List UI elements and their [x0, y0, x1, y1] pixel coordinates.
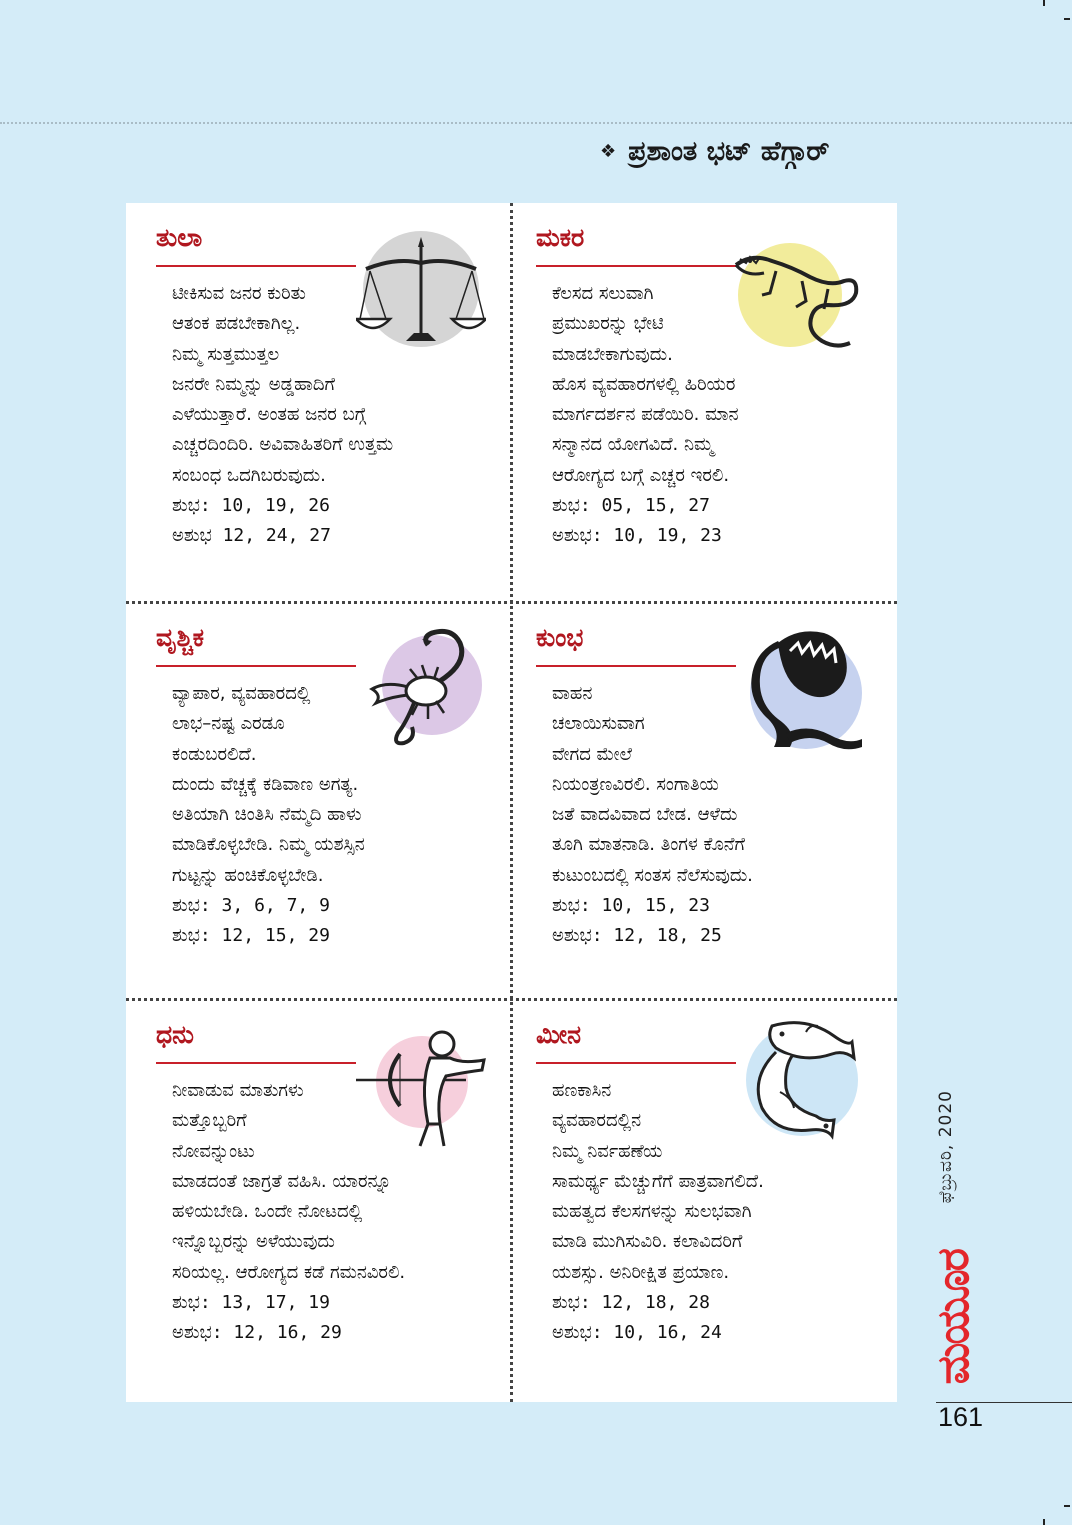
- body-line: ಆರೋಗ್ಯದ ಬಗ್ಗೆ ಎಚ್ಚರ ಇರಲಿ.: [552, 464, 730, 486]
- crop-mark-bottom-right: [1064, 1505, 1070, 1507]
- sign-card-vrishchika: [126, 603, 506, 999]
- title-underline: [156, 665, 356, 667]
- crop-mark-top: [1043, 0, 1045, 6]
- sign-body: [172, 279, 492, 552]
- body-line: ಗುಟ್ಟನ್ನು ಹಂಚಿಕೊಳ್ಳಬೇಡಿ.: [172, 864, 324, 886]
- crop-mark-right: [1064, 18, 1070, 20]
- body-line: ವ್ಯವಹಾರದಲ್ಲಿನ: [552, 1110, 642, 1132]
- body-line: ಜನರೇ ನಿಮ್ಮನ್ನು ಅಡ್ಡಹಾದಿಗೆ: [172, 373, 335, 395]
- body-line: ಯಶಸ್ಸು. ಅನಿರೀಕ್ಷಿತ ಪ್ರಯಾಣ.: [552, 1261, 730, 1283]
- sign-body: [172, 1076, 492, 1349]
- body-line: ವೇಗದ ಮೇಲೆ: [552, 743, 632, 765]
- body-line: ಲಾಭ–ನಷ್ಟ ಎರಡೂ: [172, 713, 285, 735]
- body-line: ಕೆಲಸದ ಸಲುವಾಗಿ: [552, 283, 654, 304]
- body-line: ಕುಟುಂಬದಲ್ಲಿ ಸಂತಸ ನೆಲೆಸುವುದು.: [552, 864, 753, 886]
- body-line: ನಿಯಂತ್ರಣವಿರಲಿ. ಸಂಗಾತಿಯ: [552, 773, 719, 795]
- author-byline: [600, 136, 900, 168]
- sign-body: [172, 679, 492, 952]
- body-line: ವಾಹನ: [552, 683, 593, 704]
- dotted-separator: [0, 122, 1072, 124]
- body-line: ಸಂಬಂಧ ಒದಗಿಬರುವುದು.: [172, 464, 326, 486]
- body-line: ಎಳೆಯುತ್ತಾರೆ. ಅಂತಹ ಜನರ ಬಗ್ಗೆ: [172, 404, 367, 426]
- sign-title: ಕುಂಭ: [536, 623, 584, 652]
- unlucky-numbers: ಅಶುಭ: 12, 16, 29: [172, 1322, 342, 1344]
- body-line: ಚಲಾಯಿಸುವಾಗ: [552, 713, 645, 735]
- sign-card-dhanu: [126, 1000, 506, 1396]
- page-number: 161: [938, 1402, 984, 1432]
- unlucky-numbers: ಶುಭ: 12, 15, 29: [172, 925, 330, 947]
- magazine-logo: ಮಯೂರ: [928, 1250, 979, 1385]
- unlucky-numbers: ಅಶುಭ 12, 24, 27: [172, 525, 331, 547]
- author-name: ಪ್ರಶಾಂತ ಭಟ್ ಹೆಗ್ಗಾರ್: [628, 136, 830, 167]
- body-line: ಸರಿಯಲ್ಲ. ಆರೋಗ್ಯದ ಕಡೆ ಗಮನವಿರಲಿ.: [172, 1261, 406, 1283]
- body-line: ಮಹತ್ವದ ಕೆಲಸಗಳನ್ನು ಸುಲಭವಾಗಿ: [552, 1201, 752, 1223]
- body-line: ಅತಿಯಾಗಿ ಚಿಂತಿಸಿ ನೆಮ್ಮದಿ ಹಾಳು: [172, 804, 362, 826]
- issue-date: ಫೆಬ್ರುವರಿ, 2020: [936, 1090, 956, 1204]
- unlucky-numbers: ಅಶುಭ: 12, 18, 25: [552, 925, 722, 947]
- title-underline: [536, 265, 736, 267]
- body-line: ಜತೆ ವಾದವಿವಾದ ಬೇಡ. ಆಳೆದು: [552, 804, 738, 826]
- body-line: ಟೀಕಿಸುವ ಜನರ ಕುರಿತು: [172, 283, 306, 304]
- sign-title: ತುಲಾ: [156, 223, 203, 252]
- horoscope-panel: [126, 203, 897, 1402]
- body-line: ಹೊಸ ವ್ಯವಹಾರಗಳಲ್ಲಿ ಹಿರಿಯರ: [552, 373, 736, 395]
- body-line: ಮಾಡಿಕೊಳ್ಳಬೇಡಿ. ನಿಮ್ಮ ಯಶಸ್ಸಿನ: [172, 834, 365, 856]
- title-underline: [536, 665, 736, 667]
- body-line: ವ್ಯಾಪಾರ, ವ್ಯವಹಾರದಲ್ಲಿ: [172, 683, 311, 704]
- sign-body: [552, 679, 872, 952]
- title-underline: [156, 265, 356, 267]
- lucky-numbers: ಶುಭ: 10, 15, 23: [552, 895, 710, 917]
- body-line: ಕಂಡುಬರಲಿದೆ.: [172, 743, 257, 765]
- body-line: ಮತ್ತೊಬ್ಬರಿಗೆ: [172, 1110, 247, 1132]
- sign-body: [552, 279, 872, 552]
- sign-title: ಮಕರ: [536, 223, 585, 252]
- body-line: ನಿಮ್ಮ ಸುತ್ತಮುತ್ತಲ: [172, 343, 280, 365]
- lucky-numbers: ಶುಭ: 13, 17, 19: [172, 1292, 330, 1314]
- lucky-numbers: ಶುಭ: 12, 18, 28: [552, 1292, 710, 1314]
- unlucky-numbers: ಅಶುಭ: 10, 19, 23: [552, 525, 722, 547]
- body-line: ದುಂದು ವೆಚ್ಚಕ್ಕೆ ಕಡಿವಾಣ ಅಗತ್ಯ.: [172, 773, 359, 795]
- body-line: ಎಚ್ಚರದಿಂದಿರಿ. ಅವಿವಾಹಿತರಿಗೆ ಉತ್ತಮ: [172, 434, 394, 456]
- body-line: ಸನ್ಮಾನದ ಯೋಗವಿದೆ. ನಿಮ್ಮ: [552, 434, 714, 456]
- lucky-numbers: ಶುಭ: 3, 6, 7, 9: [172, 895, 330, 917]
- title-underline: [536, 1062, 736, 1064]
- diamond-bullet-icon: ❖: [600, 141, 617, 162]
- sign-card-makara: [506, 203, 886, 599]
- body-line: ನಿಮ್ಮ ನಿರ್ವಹಣೆಯ: [552, 1140, 663, 1162]
- unlucky-numbers: ಅಶುಭ: 10, 16, 24: [552, 1322, 722, 1344]
- body-line: ಮಾಡಬೇಕಾಗುವುದು.: [552, 343, 673, 365]
- lucky-numbers: ಶುಭ: 05, 15, 27: [552, 495, 710, 517]
- sign-title: ಧನು: [156, 1020, 195, 1049]
- body-line: ಸಾಮರ್ಥ್ಯ ಮೆಚ್ಚುಗೆಗೆ ಪಾತ್ರವಾಗಲಿದೆ.: [552, 1170, 764, 1192]
- body-line: ಹಣಕಾಸಿನ: [552, 1080, 612, 1101]
- lucky-numbers: ಶುಭ: 10, 19, 26: [172, 495, 330, 517]
- body-line: ನೋವನ್ನುಂಟು: [172, 1140, 255, 1162]
- sign-card-meena: [506, 1000, 886, 1396]
- body-line: ನೀವಾಡುವ ಮಾತುಗಳು: [172, 1080, 304, 1101]
- sign-card-tula: [126, 203, 506, 599]
- sign-title: ವೃಶ್ಚಿಕ: [156, 623, 205, 652]
- body-line: ಹಳಿಯಬೇಡಿ. ಒಂದೇ ನೋಟದಲ್ಲಿ: [172, 1201, 363, 1223]
- body-line: ಮಾರ್ಗದರ್ಶನ ಪಡೆಯಿರಿ. ಮಾನ: [552, 404, 739, 426]
- crop-mark-bottom: [1043, 1519, 1045, 1525]
- body-line: ಮಾಡಿ ಮುಗಿಸುವಿರಿ. ಕಲಾವಿದರಿಗೆ: [552, 1231, 743, 1253]
- body-line: ಆತಂಕ ಪಡಬೇಕಾಗಿಲ್ಲ.: [172, 313, 301, 335]
- sign-card-kumbha: [506, 603, 886, 999]
- body-line: ಮಾಡದಂತೆ ಜಾಗ್ರತೆ ವಹಿಸಿ. ಯಾರನ್ನೂ: [172, 1170, 392, 1192]
- body-line: ಪ್ರಮುಖರನ್ನು ಭೇಟಿ: [552, 313, 664, 335]
- sign-title: ಮೀನ: [536, 1020, 582, 1049]
- body-line: ಇನ್ನೊಬ್ಬರನ್ನು ಅಳೆಯುವುದು: [172, 1231, 335, 1253]
- title-underline: [156, 1062, 356, 1064]
- sign-body: [552, 1076, 872, 1349]
- body-line: ತೂಗಿ ಮಾತನಾಡಿ. ತಿಂಗಳ ಕೊನೆಗೆ: [552, 834, 745, 856]
